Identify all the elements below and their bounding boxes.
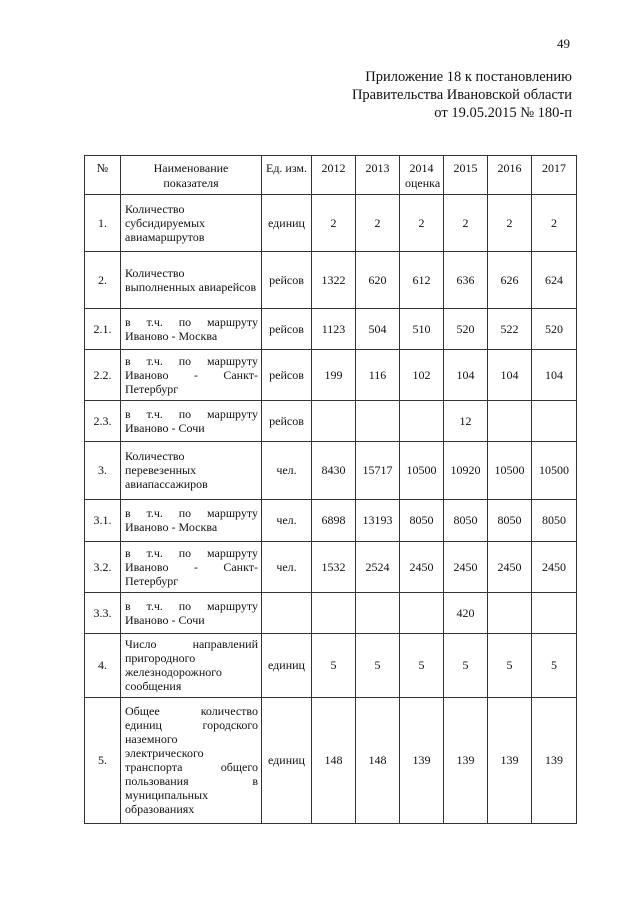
row-number-cell: 2. <box>85 252 121 309</box>
indicators-table <box>84 155 577 824</box>
value-cell <box>312 593 356 634</box>
value-cell: 148 <box>312 698 356 824</box>
value-cell: 612 <box>400 252 444 309</box>
value-cell: 520 <box>444 309 488 350</box>
value-cell: 104 <box>488 350 532 401</box>
value-cell: 626 <box>488 252 532 309</box>
value-cell: 504 <box>356 309 400 350</box>
table-header-row <box>85 156 577 195</box>
indicator-name-cell: Количество выполненных авиарейсов <box>121 252 262 309</box>
value-cell: 2 <box>444 195 488 252</box>
value-cell: 13193 <box>356 500 400 542</box>
value-cell: 8050 <box>532 500 577 542</box>
value-cell: 1322 <box>312 252 356 309</box>
table-row <box>85 252 577 309</box>
value-cell: 5 <box>400 634 444 698</box>
unit-cell: чел. <box>262 542 312 593</box>
table-row <box>85 698 577 824</box>
row-number-cell: 3.1. <box>85 500 121 542</box>
unit-cell: рейсов <box>262 350 312 401</box>
value-cell: 624 <box>532 252 577 309</box>
row-number-cell: 5. <box>85 698 121 824</box>
value-cell: 8430 <box>312 442 356 500</box>
value-cell: 10500 <box>400 442 444 500</box>
table-row <box>85 593 577 634</box>
value-cell: 5 <box>356 634 400 698</box>
value-cell: 148 <box>356 698 400 824</box>
table-row <box>85 542 577 593</box>
table-row <box>85 634 577 698</box>
indicator-name-cell: в т.ч. по маршруту Иваново - Москва <box>121 500 262 542</box>
value-cell: 1123 <box>312 309 356 350</box>
table-row <box>85 500 577 542</box>
value-cell: 116 <box>356 350 400 401</box>
header-cell: Наименование показателя <box>121 156 262 195</box>
indicator-name-cell: в т.ч. по маршруту Иваново - Санкт-Петербург <box>121 350 262 401</box>
value-cell: 12 <box>444 401 488 442</box>
indicator-name-cell: в т.ч. по маршруту Иваново - Санкт-Петербург <box>121 542 262 593</box>
value-cell: 8050 <box>400 500 444 542</box>
value-cell: 5 <box>312 634 356 698</box>
value-cell <box>488 401 532 442</box>
header-cell: 2017 <box>532 156 577 195</box>
value-cell <box>356 593 400 634</box>
value-cell: 2450 <box>400 542 444 593</box>
value-cell: 420 <box>444 593 488 634</box>
unit-cell: рейсов <box>262 401 312 442</box>
page-number: 49 <box>557 36 570 51</box>
table-row <box>85 195 577 252</box>
indicator-name-cell: Количество перевезенных авиапассажиров <box>121 442 262 500</box>
value-cell <box>356 401 400 442</box>
value-cell <box>312 401 356 442</box>
table-row <box>85 401 577 442</box>
unit-cell: единиц <box>262 698 312 824</box>
value-cell <box>532 593 577 634</box>
value-cell <box>400 593 444 634</box>
unit-cell: единиц <box>262 634 312 698</box>
row-number-cell: 1. <box>85 195 121 252</box>
indicator-name-cell: в т.ч. по маршруту Иваново - Сочи <box>121 401 262 442</box>
indicator-name-cell: в т.ч. по маршруту Иваново - Сочи <box>121 593 262 634</box>
value-cell: 2 <box>532 195 577 252</box>
value-cell: 2450 <box>444 542 488 593</box>
value-cell: 10500 <box>532 442 577 500</box>
value-cell: 636 <box>444 252 488 309</box>
header-cell: 2014 оценка <box>400 156 444 195</box>
value-cell: 620 <box>356 252 400 309</box>
value-cell: 6898 <box>312 500 356 542</box>
unit-cell <box>262 593 312 634</box>
unit-cell: единиц <box>262 195 312 252</box>
value-cell: 2524 <box>356 542 400 593</box>
value-cell: 8050 <box>444 500 488 542</box>
unit-cell: чел. <box>262 442 312 500</box>
value-cell <box>400 401 444 442</box>
value-cell: 5 <box>532 634 577 698</box>
value-cell: 2450 <box>532 542 577 593</box>
table-row <box>85 350 577 401</box>
value-cell: 8050 <box>488 500 532 542</box>
value-cell: 1532 <box>312 542 356 593</box>
value-cell: 2450 <box>488 542 532 593</box>
unit-cell: чел. <box>262 500 312 542</box>
value-cell: 139 <box>400 698 444 824</box>
indicator-name-cell: Общее количество единиц городского наземного электрического транспорта общего пользования в муниципальных образованиях <box>121 698 262 824</box>
header-cell: 2015 <box>444 156 488 195</box>
value-cell: 139 <box>488 698 532 824</box>
value-cell: 522 <box>488 309 532 350</box>
row-number-cell: 2.2. <box>85 350 121 401</box>
header-line-2: Правительства Ивановской области <box>351 87 572 103</box>
value-cell: 10920 <box>444 442 488 500</box>
value-cell: 510 <box>400 309 444 350</box>
value-cell: 104 <box>444 350 488 401</box>
indicator-name-cell: Количество субсидируемых авиамаршрутов <box>121 195 262 252</box>
value-cell: 102 <box>400 350 444 401</box>
unit-cell: рейсов <box>262 252 312 309</box>
value-cell: 104 <box>532 350 577 401</box>
header-line-3: от 19.05.2015 № 180-п <box>434 105 572 121</box>
value-cell: 2 <box>488 195 532 252</box>
indicator-name-cell: Число направлений пригородного железнодорожного сообщения <box>121 634 262 698</box>
header-cell: Ед. изм. <box>262 156 312 195</box>
row-number-cell: 3.2. <box>85 542 121 593</box>
value-cell: 2 <box>356 195 400 252</box>
value-cell: 139 <box>532 698 577 824</box>
value-cell <box>532 401 577 442</box>
row-number-cell: 3.3. <box>85 593 121 634</box>
header-cell: 2013 <box>356 156 400 195</box>
value-cell: 5 <box>488 634 532 698</box>
value-cell: 2 <box>400 195 444 252</box>
header-cell: № <box>85 156 121 195</box>
row-number-cell: 3. <box>85 442 121 500</box>
value-cell: 139 <box>444 698 488 824</box>
value-cell: 15717 <box>356 442 400 500</box>
header-cell: 2012 <box>312 156 356 195</box>
value-cell: 2 <box>312 195 356 252</box>
value-cell: 10500 <box>488 442 532 500</box>
document-header <box>352 68 572 122</box>
row-number-cell: 4. <box>85 634 121 698</box>
value-cell: 199 <box>312 350 356 401</box>
indicator-name-cell: в т.ч. по маршруту Иваново - Москва <box>121 309 262 350</box>
table-row <box>85 442 577 500</box>
table-row <box>85 309 577 350</box>
value-cell <box>488 593 532 634</box>
header-cell: 2016 <box>488 156 532 195</box>
unit-cell: рейсов <box>262 309 312 350</box>
row-number-cell: 2.3. <box>85 401 121 442</box>
value-cell: 5 <box>444 634 488 698</box>
row-number-cell: 2.1. <box>85 309 121 350</box>
value-cell: 520 <box>532 309 577 350</box>
header-line-1: Приложение 18 к постановлению <box>365 69 572 85</box>
